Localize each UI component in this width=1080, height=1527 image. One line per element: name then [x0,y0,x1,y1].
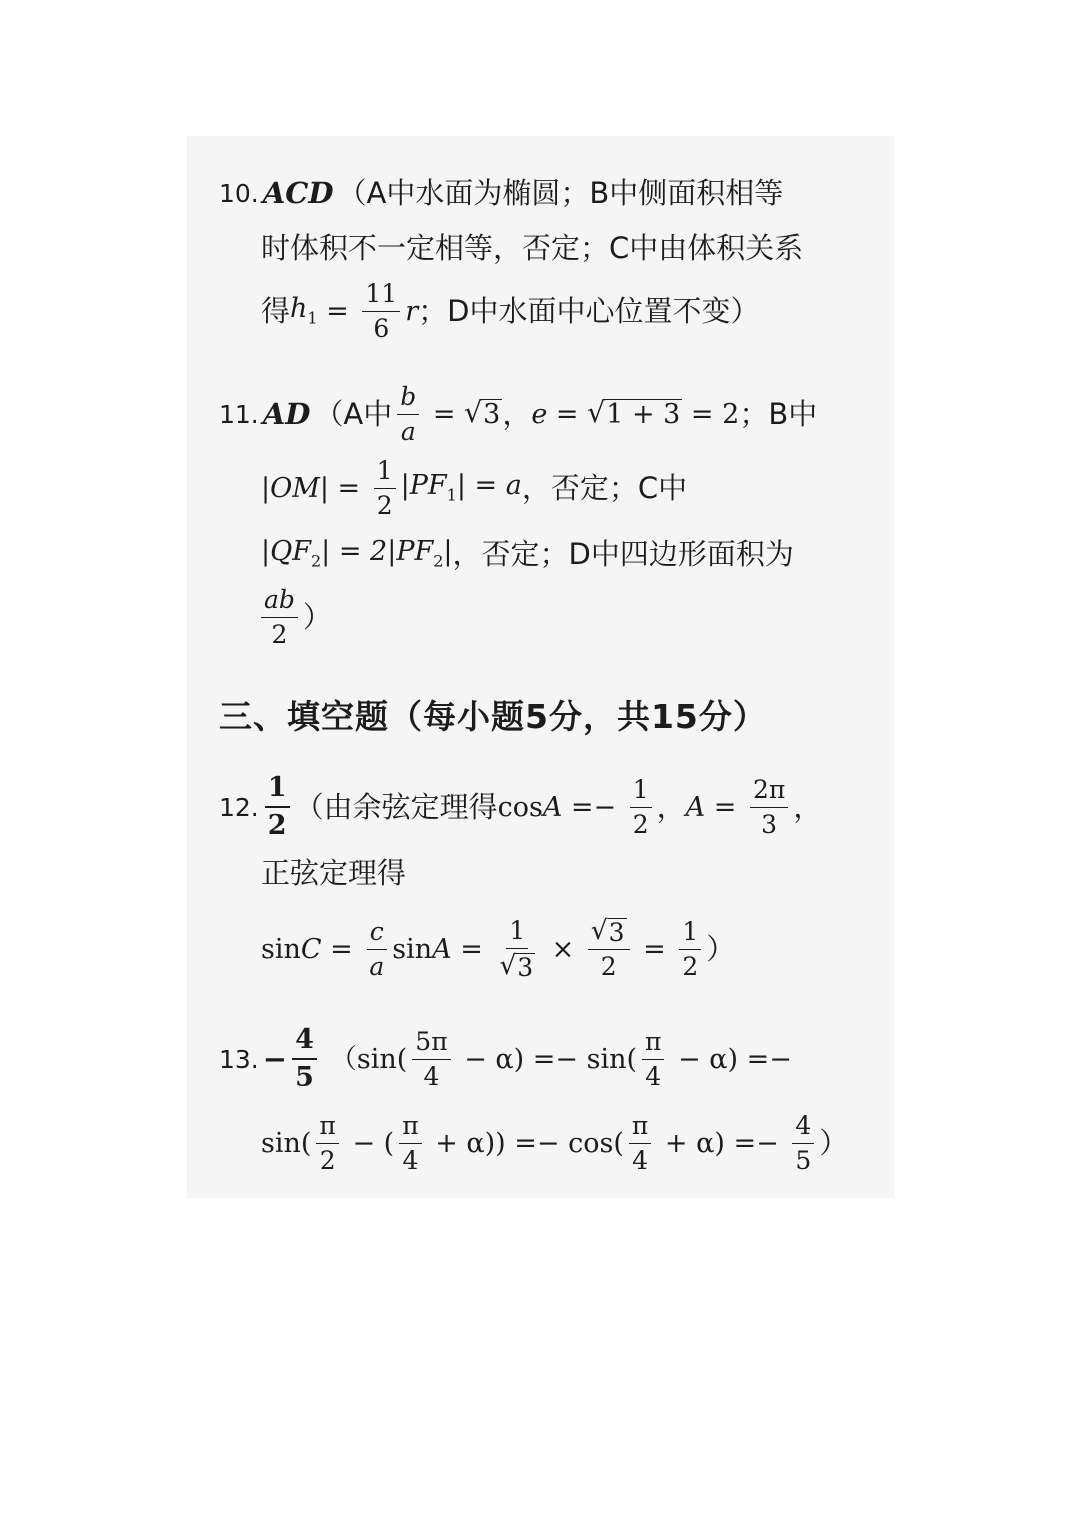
q13-expr-2: − α) =− [669,1043,792,1075]
q12-eq-4: = [451,933,492,965]
q11-pf1-abs: $|PF_1| = a$ [400,470,522,505]
q12-fraction-result: $\frac{1}{2}$ [679,918,701,980]
q10-text-1: （A中水面为椭圆；B中侧面积相等 [337,175,784,210]
q11-text-4-post: ） [302,599,332,634]
q11-sqrt-1-plus-3: √ 1 + 3 [587,395,681,430]
q12-sin-2: sin [392,933,433,965]
q11-fraction-ab-2: $\frac{ab}{2}$ [261,586,298,648]
q13-fraction-pi-4-c: $\frac{\pi}{4}$ [629,1112,651,1174]
q12-C-var: C [300,933,322,965]
q11-sqrt-3: √ 3 [464,395,501,430]
q12-fraction-2pi-3: $\frac{2\pi}{3}$ [750,776,788,838]
q13-answer: $\frac{4}{5}$ [292,1025,317,1092]
q12-eq-neg: =− [562,791,625,823]
q12-sin: sin [261,933,301,965]
q11-text-2-post: ，否定；C中 [521,470,688,505]
q12-text-2: 正弦定理得 [261,855,407,890]
q12-line-3 [261,904,735,994]
q12-number: 12. [219,792,259,822]
q13-sin-open: （sin( [329,1043,408,1075]
answer-sheet [187,136,894,1198]
q11-comma: ， [502,396,532,431]
q13-fraction-pi-4: $\frac{\pi}{4}$ [642,1028,664,1090]
q12-eq-3: = [321,933,362,965]
q12-eq-2: = [705,791,745,823]
section-3-heading: 三、填空题（每小题5分，共15分） [219,696,767,736]
q13-fraction-4-5: $\frac{4}{5}$ [792,1112,814,1174]
q11-text-1-post: ；B中 [739,396,818,431]
q12-fraction-c-a: $\frac{c}{a}$ [366,918,387,980]
q13-expr-3: − ( [343,1127,395,1159]
q11-line-4 [261,577,332,657]
q11-om-abs: |OM| = [261,472,369,504]
q10-text-3-post: ；D中水面中心位置不变） [418,293,760,328]
q13-number: 13. [219,1044,259,1074]
q12-fraction-sqrt3-2: √ 3 2 [588,917,630,981]
q11-line-3 [261,514,794,594]
q13-line-2 [261,1103,848,1183]
q11-eq-1: = [424,398,465,430]
q11-text-1-pre: （A中 [314,396,393,431]
q10-text-2: 时体积不一定相等，否定；C中由体积关系 [261,230,804,265]
q13-expr-1: − α) =− sin( [455,1043,638,1075]
q12-eq-5: = [634,933,675,965]
q13-sin-open-2: sin( [261,1127,312,1159]
q12-comma-2: ， [793,789,823,824]
q10-line-3 [261,271,759,351]
q12-line-2 [261,833,406,913]
q10-equals: = [317,295,358,327]
q13-expr-4: + α)) =− cos( [426,1127,624,1159]
q13-fraction-pi-2: $\frac{\pi}{2}$ [316,1112,338,1174]
q11-text-3-post: ，否定；D中四边形面积为 [452,536,794,571]
q12-fraction-1-sqrt3: 1 √ 3 [499,916,534,982]
q10-fraction: $\frac{11}{6}$ [362,280,400,342]
q13-fraction-5pi-4: $\frac{5\pi}{4}$ [412,1028,450,1090]
q12-times: × [543,933,583,965]
q10-r-var: r [405,295,419,327]
q12-fraction-half: $\frac{1}{2}$ [630,776,652,838]
q10-text-3-pre: 得 [261,293,291,328]
q12-A-var: A [542,791,563,823]
q13-line-1 [219,1019,792,1099]
q11-answer: AD [262,396,311,431]
q10-number: 10. [219,178,259,208]
q13-answer-sign: − [262,1041,288,1076]
q11-eq-2: = [547,398,588,430]
q11-fraction-half: $\frac{1}{2}$ [374,457,396,519]
q11-line-1 [219,374,817,454]
q11-eq-3: = 2 [682,398,740,430]
q12-A-var-3: A [432,933,452,965]
q12-comma-1: ， [656,789,686,824]
q13-fraction-pi-4-b: $\frac{\pi}{4}$ [399,1112,421,1174]
q13-text-2-post: ） [819,1125,849,1160]
q10-h-var: $h_1$ [290,293,318,328]
q13-expr-5: + α) =− [656,1127,788,1159]
q11-qf2-expr: $|QF_2| = 2|PF_2|$ [261,536,453,571]
q12-A-var-2: A [685,791,706,823]
q12-text-1-pre: （由余弦定理得 [294,789,498,824]
q11-fraction-b-a: $\frac{b}{a}$ [397,383,419,445]
q12-text-3-post: ） [706,931,736,966]
q12-answer: $\frac{1}{2}$ [265,773,290,840]
q12-cos: cos [497,791,543,823]
q11-number: 11. [219,399,259,429]
q11-e-var: e [531,398,548,430]
q10-answer: ACD [262,175,334,210]
